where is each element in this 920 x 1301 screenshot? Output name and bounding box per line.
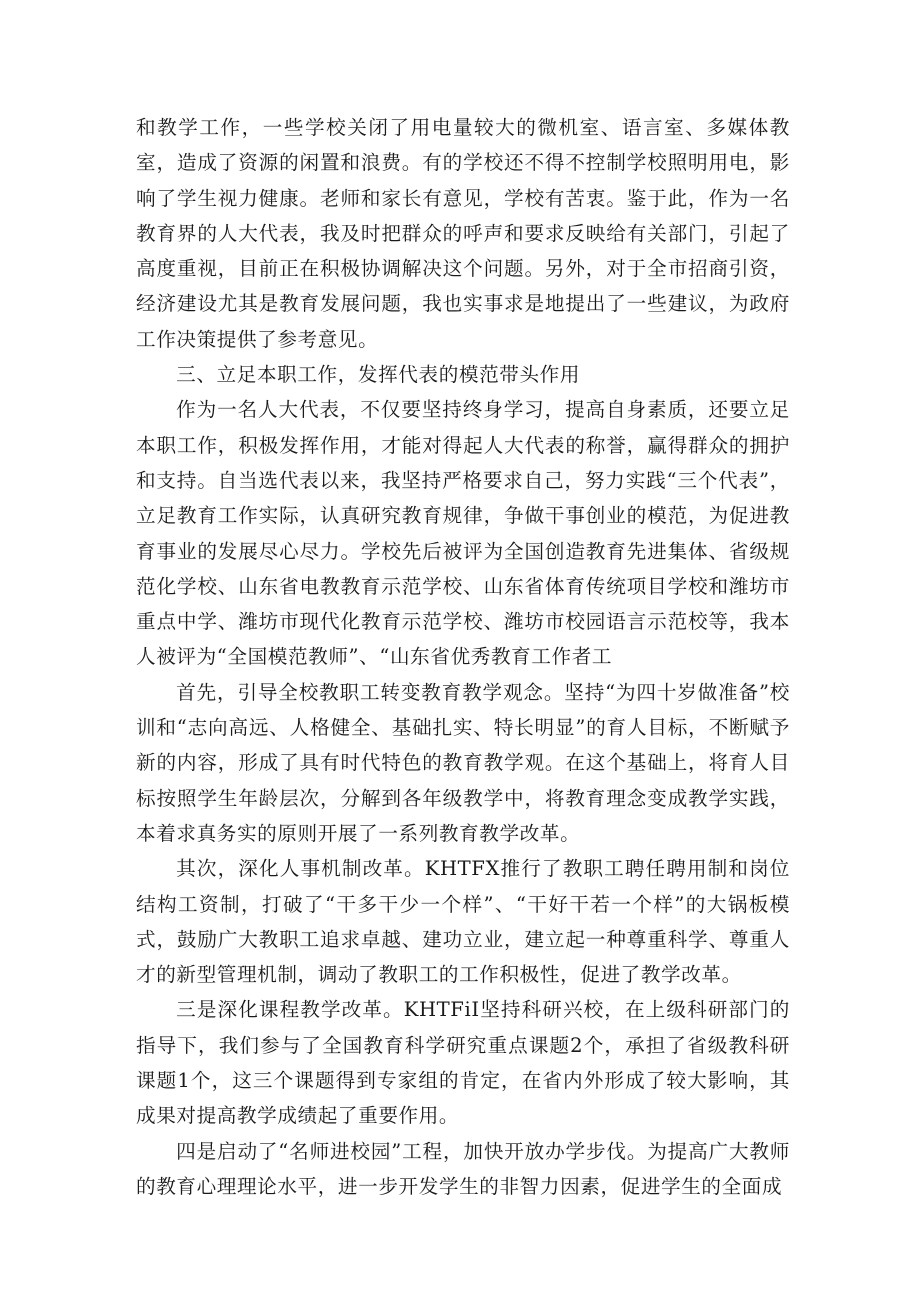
section-heading: 三、立足本职工作，发挥代表的模范带头作用 [176, 363, 581, 387]
paragraph-first: 首先，引导全校教职工转变教育教学观念。坚持“为四十岁做准备”校训和“志向高远、人格健全、基础扎实、特长明显”的育人目标，不断赋予新的内容，形成了具有时代特色的教育教学观。在这个基础上，将育人目标按照学生年龄层次，分解到各年级教学中，将教育理念变成教学实践，本着求真务实的原则开展了一系列教育教学改革。 [136, 680, 790, 845]
paragraph-fourth: 四是启动了“名师进校园”工程，加快开放办学步伐。为提高广大教师的教育心理理论水平，进一步开发学生的非智力因素，促进学生的全面成 [136, 1139, 790, 1198]
paragraph-model-role: 作为一名人大代表，不仅要坚持终身学习，提高自身素质，还要立足本职工作，积极发挥作用，才能对得起人大代表的称誉，赢得群众的拥护和支持。自当选代表以来，我坚持严格要求自己，努力实践“三个代表”，立足教育工作实际，认真研究教育规律，争做干事创业的模范，为促进教育事业的发展尽心尽力。学校先后被评为全国创造教育先进集体、省级规范化学校、山东省电教教育示范学校、山东省体育传统项目学校和潍坊市重点中学、潍坊市现代化教育示范学校、潍坊市校园语言示范校等，我本人被评为“全国模范教师”、“山东省优秀教育工作者工 [136, 398, 790, 669]
document-body [136, 110, 790, 1204]
paragraph-second: 其次，深化人事机制改革。KHTFX推行了教职工聘任聘用制和岗位结构工资制，打破了“干多干少一个样”、“干好干若一个样”的大锅板模式，鼓励广大教职工追求卓越、建功立业，建立起一种尊重科学、尊重人才的新型管理机制，调动了教职工的工作积极性，促进了教学改革。 [136, 857, 790, 987]
paragraph-third: 三是深化课程教学改革。KHTFiI坚持科研兴校，在上级科研部门的指导下，我们参与了全国教育科学研究重点课题2个，承担了省级教科研课题1个，这三个课题得到专家组的肯定，在省内外形成了较大影响，其成果对提高教学成绩起了重要作用。 [136, 998, 790, 1128]
paragraph-continued: 和教学工作，一些学校关闭了用电量较大的微机室、语言室、多媒体教室，造成了资源的闲置和浪费。有的学校还不得不控制学校照明用电，影响了学生视力健康。老师和家长有意见，学校有苦衷。鉴于此，作为一名教育界的人大代表，我及时把群众的呼声和要求反映给有关部门，引起了高度重视，目前正在积极协调解决这个问题。另外，对于全市招商引资，经济建设尤其是教育发展问题，我也实事求是地提出了一些建议，为政府工作决策提供了参考意见。 [136, 116, 790, 351]
